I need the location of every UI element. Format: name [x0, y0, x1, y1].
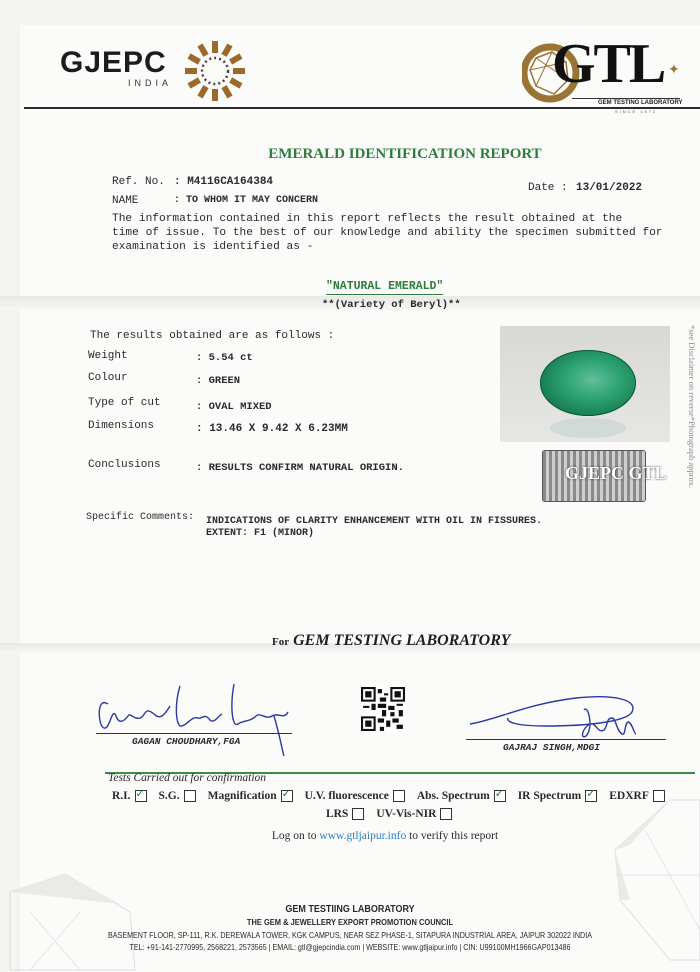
checkbox-ri[interactable]	[135, 790, 147, 802]
signer-right-name: GAJRAJ SINGH,MDGI	[503, 742, 600, 753]
header-divider	[24, 107, 700, 109]
qr-code[interactable]	[361, 687, 405, 731]
ref-number: : M4116CA164384	[174, 176, 274, 188]
checkbox-sg[interactable]	[184, 790, 196, 802]
verify-link[interactable]: www.gtljaipur.info	[319, 830, 407, 842]
intro-line: examination is identified as -	[112, 241, 314, 253]
star-sparkle-icon: ✦	[668, 62, 680, 78]
test-label: Magnification	[207, 790, 277, 802]
disclaimer-side-note: *see Disclaimer on reverse*Photograph approx.	[687, 325, 697, 489]
logo-underline	[572, 98, 680, 99]
footer-org: GEM TESTIING LABORATORY	[285, 904, 415, 915]
gjepc-sunburst-logo-icon	[184, 40, 246, 102]
footer-contact: TEL: +91-141-2770995, 2568221, 2573565 | EMAIL: gtl@gjepcindia.com | WEBSITE: www.gtljaipur.info | CIN: U99100MH1966GAP013486	[129, 942, 571, 952]
gjepc-logo-text: GJEPC	[60, 46, 167, 79]
gtl-logo-subtext: GEM TESTING LABORATORY	[598, 100, 683, 106]
name-value: : TO WHOM IT MAY CONCERN	[174, 195, 319, 206]
signature-right	[466, 684, 666, 744]
ref-label: Ref. No.	[112, 176, 165, 188]
cut-value: : OVAL MIXED	[196, 401, 272, 413]
test-label: Abs. Spectrum	[416, 790, 490, 802]
comments-value	[206, 516, 542, 540]
signature-line	[96, 733, 292, 734]
verify-text: Log on to www.gtljaipur.info to verify this report	[271, 830, 499, 842]
gemstone-reflection	[550, 418, 626, 438]
signer-left-name: GAGAN CHOUDHARY,FGA	[132, 736, 241, 747]
date-label: Date :	[528, 182, 568, 194]
test-label: S.G.	[158, 790, 180, 802]
tests-title: Tests Carried out for confirmation	[108, 772, 267, 784]
variety-note: **(Variety of Beryl)**	[322, 299, 461, 311]
for-gtl-heading: For GEM TESTING LABORATORY	[272, 632, 511, 649]
test-label: U.V. fluorescence	[304, 790, 389, 802]
name-label: NAME	[112, 195, 139, 207]
tests-row-1	[112, 790, 673, 802]
test-label: EDXRF	[609, 790, 649, 802]
conclusions-label: Conclusions	[88, 459, 161, 471]
results-intro: The results obtained are as follows :	[90, 330, 335, 342]
identification-result: "NATURAL EMERALD"	[326, 280, 444, 293]
test-label: LRS	[326, 808, 349, 820]
comment-line: INDICATIONS OF CLARITY ENHANCEMENT WITH OIL IN FISSURES.	[206, 516, 543, 527]
report-title: EMERALD IDENTIFICATION REPORT	[268, 146, 542, 162]
dimensions-value: : 13.46 X 9.42 X 6.23MM	[196, 423, 348, 435]
footer-council: THE GEM & JEWELLERY EXPORT PROMOTION COUNCIL	[246, 917, 454, 927]
checkbox-edxrf[interactable]	[653, 790, 665, 802]
tests-row-2	[326, 808, 460, 820]
test-label: IR Spectrum	[517, 790, 582, 802]
emerald-image	[540, 350, 636, 416]
checkbox-magnification[interactable]	[281, 790, 293, 802]
intro-line: The information contained in this report reflects the result obtained at the	[112, 213, 623, 225]
hologram-text: GJEPC GTL	[565, 463, 667, 483]
intro-line: time of issue. To the best of our knowledge and ability the specimen submitted for	[112, 227, 663, 239]
test-label: UV-Vis-NIR	[376, 808, 437, 820]
comment-line: EXTENT: F1 (MINOR)	[206, 528, 315, 539]
intro-paragraph	[112, 212, 700, 254]
dimensions-label: Dimensions	[88, 420, 155, 432]
checkbox-ir-spectrum[interactable]	[585, 790, 597, 802]
colour-value: : GREEN	[196, 375, 241, 387]
conclusions-value: : RESULTS CONFIRM NATURAL ORIGIN.	[196, 462, 404, 474]
weight-value: : 5.54 ct	[196, 352, 253, 364]
gjepc-logo-subtext: INDIA	[128, 78, 173, 88]
cut-label: Type of cut	[88, 397, 161, 409]
footer-address: BASEMENT FLOOR, SP-111, R.K. DEREWALA TOWER, KGK CAMPUS, NEAR SEZ PHASE-1, SITAPURA INDUSTRIAL AREA, JAIPUR 302022 INDIA	[108, 930, 592, 940]
checkbox-abs-spectrum[interactable]	[494, 790, 506, 802]
colour-label: Colour	[88, 372, 128, 384]
signature-line	[466, 739, 666, 740]
checkbox-uv-vis-nir[interactable]	[440, 808, 452, 820]
checkbox-uv-fluorescence[interactable]	[393, 790, 405, 802]
comments-label: Specific Comments:	[86, 512, 195, 523]
date-value: 13/01/2022	[576, 182, 643, 194]
gtl-since-text: SINCE 1972	[615, 109, 658, 114]
gtl-logo-text: GTL	[552, 33, 665, 95]
checkbox-lrs[interactable]	[352, 808, 364, 820]
weight-label: Weight	[88, 350, 128, 362]
test-label: R.I.	[112, 790, 131, 802]
